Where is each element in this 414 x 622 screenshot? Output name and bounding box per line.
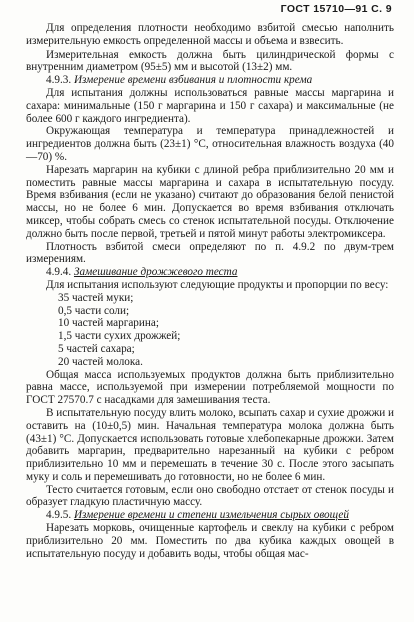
list-item: 0,5 части соли; — [58, 304, 130, 317]
paragraph: Нарезать морковь, очищенные картофель и свеклу на кубики с ребром приблизительно 20 мм. Поместить по два кубика каждых овощей в испытательную посуду и добавить воды, чтобы общая мас- — [26, 522, 394, 560]
list-item: 35 частей муки; — [58, 291, 134, 304]
section-title: Измерение времени взбивания и плотности крема — [73, 74, 313, 87]
list-item: 10 частей маргарина; — [58, 317, 159, 330]
page-body — [26, 22, 394, 560]
paragraph: Для определения плотности необходимо взбитой смесью наполнить измерительную емкость определенной массы и объема и взвесить. — [26, 22, 394, 47]
paragraph: Плотность взбитой смеси определяют по п. 4.9.2 по двум-трем измерениям. — [26, 240, 394, 266]
list-item: 5 частей сахара; — [58, 342, 135, 355]
paragraph: Общая масса используемых продуктов должна быть приблизительно равна массе, используемой при измерении потребляемой мощности по ГОСТ 27570.7 с насадками для замешивания теста. — [26, 368, 394, 407]
paragraph: Для испытания используют следующие продукты и пропорции по весу: — [46, 278, 389, 291]
paragraph: Тесто считается готовым, если оно свободно отстает от стенок посуды и образует гладкую пластичную массу. — [26, 483, 394, 509]
paragraph: Для испытания должны использоваться равные массы маргарина и сахара: минимальные (150 г маргарина и 150 г сахара) и максимальные (не более 600 г каждого ингредиента). — [26, 86, 394, 125]
paragraph: Окружающая температура и температура принадлежностей и ингредиентов должна быть (23±1) °С, относительная влажность воздуха (40—70) %. — [26, 125, 394, 163]
section-number: 4.9.4. — [46, 266, 72, 279]
page-header: ГОСТ 15710—91 С. 9 — [280, 3, 392, 15]
section-heading — [26, 509, 394, 522]
section-number: 4.9.3. — [46, 74, 72, 87]
list-item: 1,5 части сухих дрожжей; — [58, 330, 181, 343]
list-item: 20 частей молока. — [58, 355, 143, 368]
section-title: Замешивание дрожжевого теста — [73, 266, 238, 279]
paragraph: Измерительная емкость должна быть цилиндрической формы с внутренним диаметром (95±5) мм и высотой (13±2) мм. — [26, 48, 394, 74]
ingredient-list — [26, 292, 394, 369]
paragraph: В испытательную посуду влить молоко, всыпать сахар и сухие дрожжи и оставить на (10±0,5) мин. Начальная температура молока должна быть (43±1) °С. Допускается использовать готовые хлебопекарные дрожжи. Затем добавить маргарин, предварительно нарезанный на кубики с ребром приблизительно 10 мм и перемешать в течение 30 с. После этого засыпать муку и соль и перемешивать до готовности, но не более 6 мин. — [26, 406, 394, 483]
section-title: Измерение времени и степени измельчения сырых овощей — [73, 509, 349, 522]
section-heading — [26, 266, 394, 279]
section-number: 4.9.5. — [46, 509, 72, 522]
section-heading — [26, 74, 394, 87]
paragraph: Нарезать маргарин на кубики с длиной ребра приблизительно 20 мм и поместить равные массы маргарина и сахара в испытательную посуду. Время взбивания (если не указано) считают до образования белой пенистой массы, но не более 6 мин. Допускается во время взбивания отключать миксер, чтобы собрать смесь со стенок испытательной посуды. Отключение должно быть после первой, третьей и пятой минут работы электромиксера. — [26, 163, 394, 240]
